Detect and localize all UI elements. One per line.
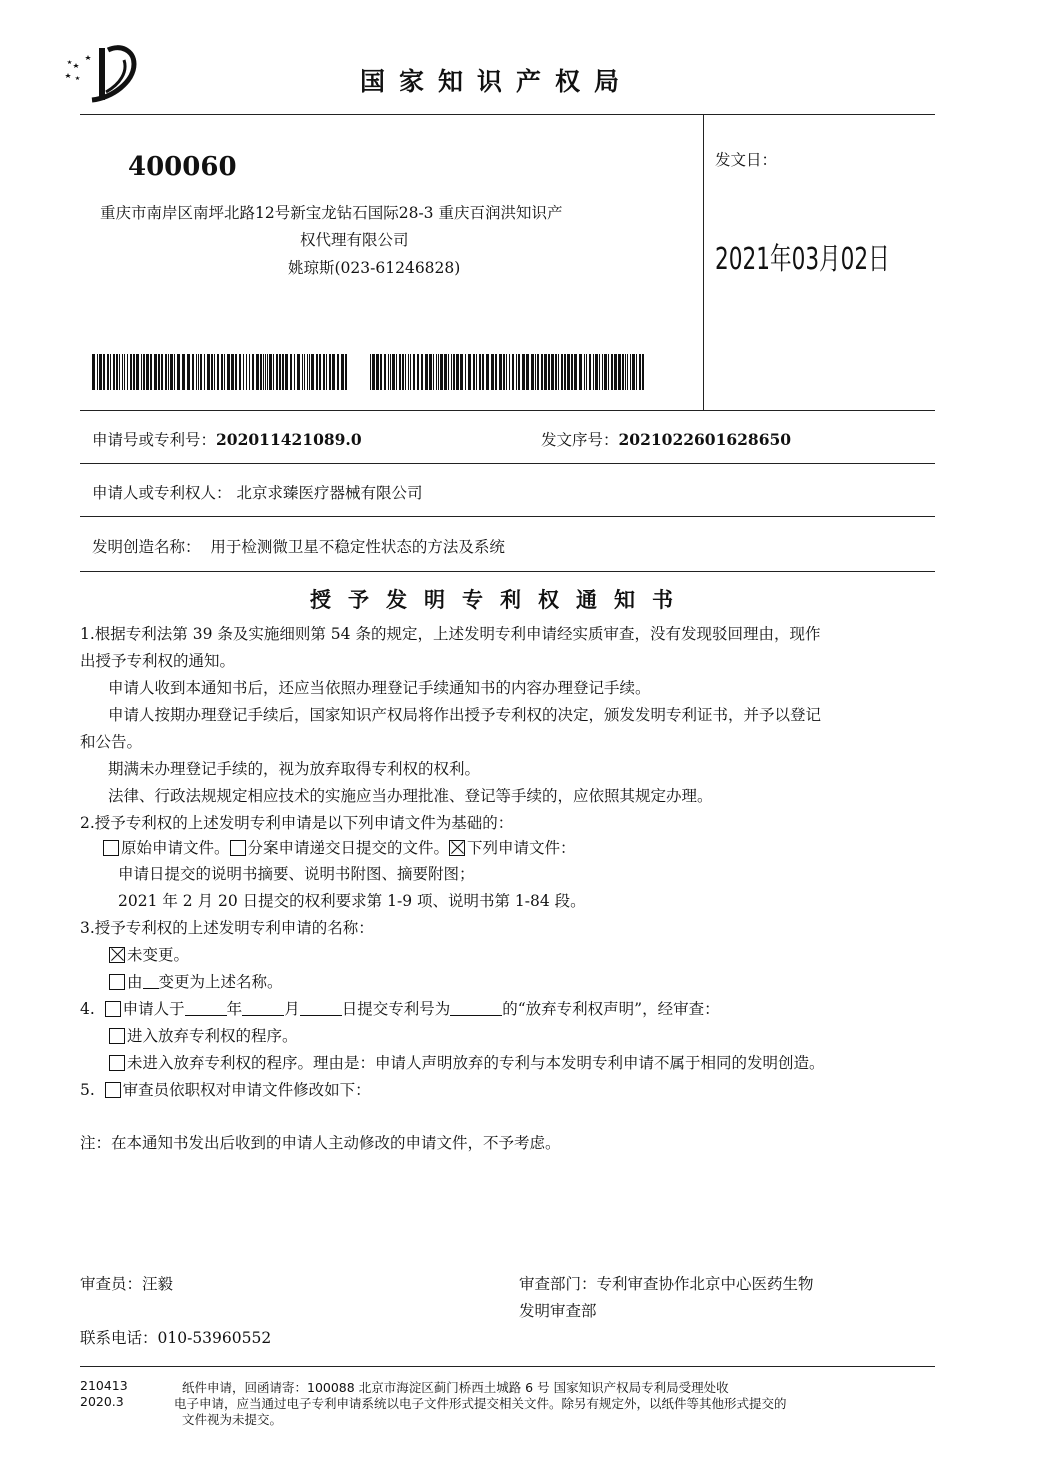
recipient-contact: 姚琼斯(023-61246828) (288, 259, 461, 277)
section-3-option-2 (109, 970, 283, 992)
issue-date-divider (703, 114, 704, 410)
barcode-bar (417, 354, 419, 390)
barcode-bar (307, 354, 308, 390)
barcode-bar (174, 354, 175, 390)
section-4-number: 4. (80, 1000, 95, 1018)
barcode-bar (476, 354, 477, 390)
barcode-bar (214, 354, 215, 390)
section-2-line-1: 申请日提交的说明书摘要、说明书附图、摘要附图； (118, 865, 475, 883)
waiver-year-label: 年 (226, 1000, 243, 1018)
name-changed-checkbox[interactable] (109, 974, 125, 990)
barcode-bar (165, 354, 167, 390)
applicant-field (92, 481, 422, 503)
notice-title: 授予发明专利权通知书 (310, 588, 690, 612)
original-files-label: 原始申请文件。 (121, 839, 230, 857)
barcode-bar (456, 354, 459, 390)
department-line-2: 发明审查部 (519, 1302, 597, 1320)
invention-name: 用于检测微卫星不稳定性状态的方法及系统 (210, 538, 505, 556)
name-unchanged-label: 未变更。 (127, 946, 190, 964)
barcode-bar (602, 354, 603, 390)
waiver-month-blank[interactable] (242, 1001, 284, 1016)
barcode-bar (440, 354, 443, 390)
barcode-bar (561, 354, 563, 390)
waiver-entered-label: 进入放弃专利权的程序。 (127, 1027, 298, 1045)
waiver-checkbox[interactable] (105, 1001, 121, 1017)
barcode-bar (564, 354, 566, 390)
barcode-bar (267, 354, 268, 390)
issue-date: 2021年03月02日 (715, 242, 890, 277)
barcode-bar (161, 354, 163, 390)
barcode-left (92, 354, 350, 390)
header-divider (80, 114, 935, 115)
barcode-bar (122, 354, 123, 390)
barcode-bar (639, 354, 641, 390)
section-3-title: 3.授予专利权的上述发明专利申请的名称： (80, 919, 374, 937)
application-number: 202011421089.0 (216, 430, 362, 449)
barcode-bar (571, 354, 573, 390)
waiver-label-b: 的“放弃专利权声明”，经审查： (502, 1000, 720, 1018)
barcode-bar (92, 354, 95, 390)
barcode-bar (113, 354, 115, 390)
barcode-bar (537, 354, 539, 390)
barcode-bar (319, 354, 321, 390)
barcode-bar (392, 354, 395, 390)
barcode-bar (390, 354, 391, 390)
barcode-bar (479, 354, 481, 390)
paragraph-1-line-2: 出授予专利权的通知。 (80, 652, 236, 670)
serial-number-field (541, 428, 791, 450)
barcode-bar (119, 354, 120, 390)
barcode-bar (337, 354, 339, 390)
barcode-bar (584, 354, 585, 390)
barcode-bar (622, 354, 624, 390)
barcode-bar (196, 354, 197, 390)
barcode-bar (177, 354, 180, 390)
barcode-bar (116, 354, 118, 390)
barcode-bar (579, 354, 582, 390)
barcode-bar (141, 354, 142, 390)
barcode-bar (290, 354, 292, 390)
barcode-bar (453, 354, 455, 390)
barcode-bar (555, 354, 557, 390)
barcode-bar (316, 354, 318, 390)
paragraph-3-line-1: 申请人按期办理登记手续后，国家知识产权局将作出授予专利权的决定，颁发发明专利证书，并予以登记 (108, 706, 822, 724)
barcode-bar (589, 354, 591, 390)
paragraph-2: 申请人收到本通知书后，还应当依照办理登记手续通知书的内容办理登记手续。 (108, 679, 651, 697)
barcode-bar (535, 354, 536, 390)
barcode-bar (608, 354, 609, 390)
note: 注：在本通知书发出后收到的申请人主动修改的申请文件，不予考虑。 (80, 1134, 561, 1152)
section-4-line (80, 997, 720, 1019)
barcode-bar (146, 354, 149, 390)
waiver-not-entered-checkbox[interactable] (109, 1055, 125, 1071)
waiver-day-blank[interactable] (300, 1001, 342, 1016)
barcode-bar (127, 354, 128, 390)
footer-line-1: 纸件申请，回函请寄：100088 北京市海淀区蓟门桥西土城路 6 号 国家知识产权局专利局受理处收 (182, 1380, 729, 1395)
barcode-bar (503, 354, 505, 390)
barcode-bar (433, 354, 434, 390)
barcode-bar (182, 354, 185, 390)
barcode-right (370, 354, 646, 390)
barcode-bar (380, 354, 382, 390)
barcode-bar (279, 354, 281, 390)
serial-number-label: 发文序号： (541, 431, 619, 449)
barcode-bar (586, 354, 587, 390)
barcode-bar (410, 354, 411, 390)
barcode-bar (370, 354, 371, 390)
barcode-bar (302, 354, 303, 390)
barcode-bar (421, 354, 423, 390)
barcode-bar (217, 354, 219, 390)
barcode-bar (239, 354, 241, 390)
barcode-bar (625, 354, 626, 390)
barcode-bar (124, 354, 125, 390)
examiner: 审查员：汪毅 (80, 1275, 174, 1293)
section-2-line-2: 2021 年 2 月 20 日提交的权利要求第 1-9 项、说明书第 1-84 段。 (118, 892, 586, 910)
barcode-bar (243, 354, 244, 390)
barcode-bar (438, 354, 439, 390)
barcode-bar (276, 354, 278, 390)
contact-phone: 联系电话：010-53960552 (80, 1329, 272, 1347)
barcode-bar (604, 354, 607, 390)
barcode-bar (273, 354, 274, 390)
barcode-bar (436, 354, 437, 390)
barcode-bar (256, 354, 259, 390)
waiver-entered-checkbox[interactable] (109, 1028, 125, 1044)
serial-number: 2021022601628650 (618, 430, 792, 449)
info-divider-1 (80, 410, 935, 411)
info-divider-4 (80, 571, 935, 572)
barcode-bar (326, 354, 327, 390)
divisional-files-label: 分案申请递交日提交的文件。 (247, 839, 450, 857)
footer-code-1: 210413 (80, 1378, 128, 1393)
barcode-bar (269, 354, 272, 390)
section-2-options (103, 836, 576, 858)
applicant-label: 申请人或专利权人： (92, 484, 232, 502)
barcode-bar (491, 354, 494, 390)
barcode-bar (204, 354, 205, 390)
barcode-bar (294, 354, 295, 390)
barcode-bar (97, 354, 98, 390)
waiver-year-blank[interactable] (185, 1001, 227, 1016)
waiver-day-label: 日提交专利号为 (341, 1000, 451, 1018)
barcode-bar (499, 354, 502, 390)
paragraph-3-line-2: 和公告。 (80, 733, 143, 751)
barcode-bar (618, 354, 621, 390)
name-changed-label-a: 由 (127, 973, 143, 991)
barcode-bar (99, 354, 102, 390)
address-line-2: 权代理有限公司 (300, 231, 409, 249)
barcode-bar (329, 354, 331, 390)
invention-label: 发明创造名称： (92, 538, 201, 556)
barcode-bar (425, 354, 428, 390)
barcode-bar (558, 354, 559, 390)
barcode-bar (297, 354, 300, 390)
barcode-bar (509, 354, 510, 390)
cnipa-logo-icon (62, 40, 142, 106)
section-5-line (80, 1078, 371, 1100)
barcode-bar (506, 354, 507, 390)
barcode-bar (465, 354, 466, 390)
waiver-label-a: 申请人于 (122, 1000, 185, 1018)
barcode-bar (200, 354, 202, 390)
barcode-bar (396, 354, 397, 390)
barcode-bar (642, 354, 644, 390)
barcode-bar (341, 354, 344, 390)
barcode-bar (544, 354, 547, 390)
barcode-bar (168, 354, 169, 390)
examiner-amendment-label: 审查员依职权对申请文件修改如下： (122, 1081, 371, 1099)
section-3-option-1 (109, 943, 189, 965)
barcode-bar (399, 354, 401, 390)
barcode-bar (531, 354, 534, 390)
name-changed-blank[interactable] (143, 974, 159, 989)
barcode-bar (211, 354, 213, 390)
barcode-bar (486, 354, 489, 390)
barcode-bar (384, 354, 386, 390)
barcode-bar (235, 354, 237, 390)
barcode-bar (614, 354, 617, 390)
barcode-bar (263, 354, 264, 390)
barcode-bar (627, 354, 628, 390)
barcode-bar (405, 354, 406, 390)
barcode-bar (522, 354, 525, 390)
barcode-bar (574, 354, 577, 390)
barcode-bar (207, 354, 210, 390)
barcode-bar (429, 354, 432, 390)
following-files-checkbox[interactable] (449, 840, 465, 856)
barcode-bar (130, 354, 132, 390)
barcode-bar (567, 354, 570, 390)
barcode-bar (345, 354, 347, 390)
barcode-bar (388, 354, 389, 390)
invention-field (92, 535, 505, 557)
barcode-bar (413, 354, 415, 390)
info-divider-3 (80, 516, 935, 517)
barcode-bar (309, 354, 310, 390)
barcode-bar (512, 354, 514, 390)
barcode-bar (408, 354, 409, 390)
barcode-bar (460, 354, 463, 390)
barcode-bar (246, 354, 247, 390)
waiver-not-entered-label: 未进入放弃专利权的程序。理由是：申请人声明放弃的专利与本发明专利申请不属于相同的发明创造。 (127, 1054, 825, 1072)
following-files-label: 下列申请文件： (467, 839, 576, 857)
barcode-bar (110, 354, 111, 390)
barcode-bar (451, 354, 452, 390)
barcode-bar (252, 354, 254, 390)
barcode-bar (107, 354, 109, 390)
examiner-amendment-checkbox[interactable] (105, 1082, 121, 1098)
barcode-bar (265, 354, 266, 390)
office-title: 国家知识产权局 (360, 67, 634, 96)
barcode-bar (632, 354, 635, 390)
barcode-bar (260, 354, 262, 390)
section-5-number: 5. (80, 1081, 95, 1099)
barcode-bar (372, 354, 375, 390)
barcode-bar (630, 354, 631, 390)
barcode-bar (133, 354, 135, 390)
barcode-bar (541, 354, 543, 390)
barcode-bar (224, 354, 225, 390)
barcode-bar (495, 354, 497, 390)
application-number-label: 申请号或专利号： (92, 431, 217, 449)
barcode-bar (516, 354, 517, 390)
waiver-patent-no-blank[interactable] (450, 1001, 502, 1016)
barcode-bar (187, 354, 190, 390)
barcode-bar (473, 354, 475, 390)
paragraph-4: 期满未办理登记手续的，视为放弃取得专利权的权利。 (108, 760, 481, 778)
barcode-bar (548, 354, 550, 390)
barcode-bar (551, 354, 554, 390)
barcode-bar (593, 354, 594, 390)
barcode-bar (221, 354, 223, 390)
waiver-month-label: 月 (284, 1000, 300, 1018)
barcode-bar (231, 354, 234, 390)
barcode-bar (249, 354, 250, 390)
barcode-bar (599, 354, 600, 390)
divisional-files-checkbox[interactable] (230, 840, 246, 856)
department-line-1: 审查部门：专利审查协作北京中心医药生物 (519, 1275, 814, 1293)
barcode-bar (136, 354, 139, 390)
footer-code-2: 2020.3 (80, 1394, 124, 1409)
barcode-bar (103, 354, 105, 390)
barcode-bar (227, 354, 230, 390)
footer-divider (80, 1366, 935, 1367)
barcode-bar (518, 354, 520, 390)
barcode-bar (304, 354, 305, 390)
barcode-bar (285, 354, 288, 390)
barcode-bar (611, 354, 613, 390)
info-divider-2 (80, 463, 935, 464)
barcode-bar (482, 354, 484, 390)
barcode-bar (198, 354, 199, 390)
barcode-bar (143, 354, 145, 390)
original-files-checkbox[interactable] (103, 840, 119, 856)
name-changed-label-b: 变更为上述名称。 (158, 973, 283, 991)
barcode-bar (468, 354, 471, 390)
barcode-bar (311, 354, 314, 390)
barcode-bar (158, 354, 160, 390)
address-line-1: 重庆市南岸区南坪北路12号新宝龙钻石国际28-3 重庆百润洪知识产 (100, 204, 563, 222)
barcode-bar (323, 354, 325, 390)
barcode-bar (154, 354, 157, 390)
barcode-bar (595, 354, 598, 390)
barcode-bar (192, 354, 194, 390)
footer-line-2: 电子申请，应当通过电子专利申请系统以电子文件形式提交相关文件。除另有规定外，以纸件等其他形式提交的 (174, 1396, 787, 1411)
section-4-option-1 (109, 1024, 298, 1046)
issue-date-label: 发文日： (715, 151, 778, 169)
footer-line-3: 文件视为未提交。 (182, 1412, 283, 1427)
name-unchanged-checkbox[interactable] (109, 947, 125, 963)
applicant-name: 北京求臻医疗器械有限公司 (236, 484, 423, 502)
barcode-bar (282, 354, 284, 390)
section-2-title: 2.授予专利权的上述发明专利申请是以下列申请文件为基础的： (80, 814, 514, 832)
postcode: 400060 (128, 152, 237, 182)
paragraph-5: 法律、行政法规规定相应技术的实施应当办理批准、登记等手续的，应依照其规定办理。 (108, 787, 713, 805)
barcode-bar (332, 354, 335, 390)
barcode-bar (150, 354, 152, 390)
barcode-bar (402, 354, 404, 390)
barcode-bar (636, 354, 637, 390)
barcode-bar (170, 354, 173, 390)
paragraph-1-line-1: 1.根据专利法第 39 条及实施细则第 54 条的规定，上述发明专利申请经实质审查，没有发现驳回理由，现作 (80, 625, 821, 643)
barcode-bar (448, 354, 449, 390)
application-number-field (92, 428, 362, 450)
barcode-bar (526, 354, 529, 390)
section-4-option-2 (109, 1051, 825, 1073)
barcode-bar (376, 354, 379, 390)
barcode-bar (444, 354, 447, 390)
